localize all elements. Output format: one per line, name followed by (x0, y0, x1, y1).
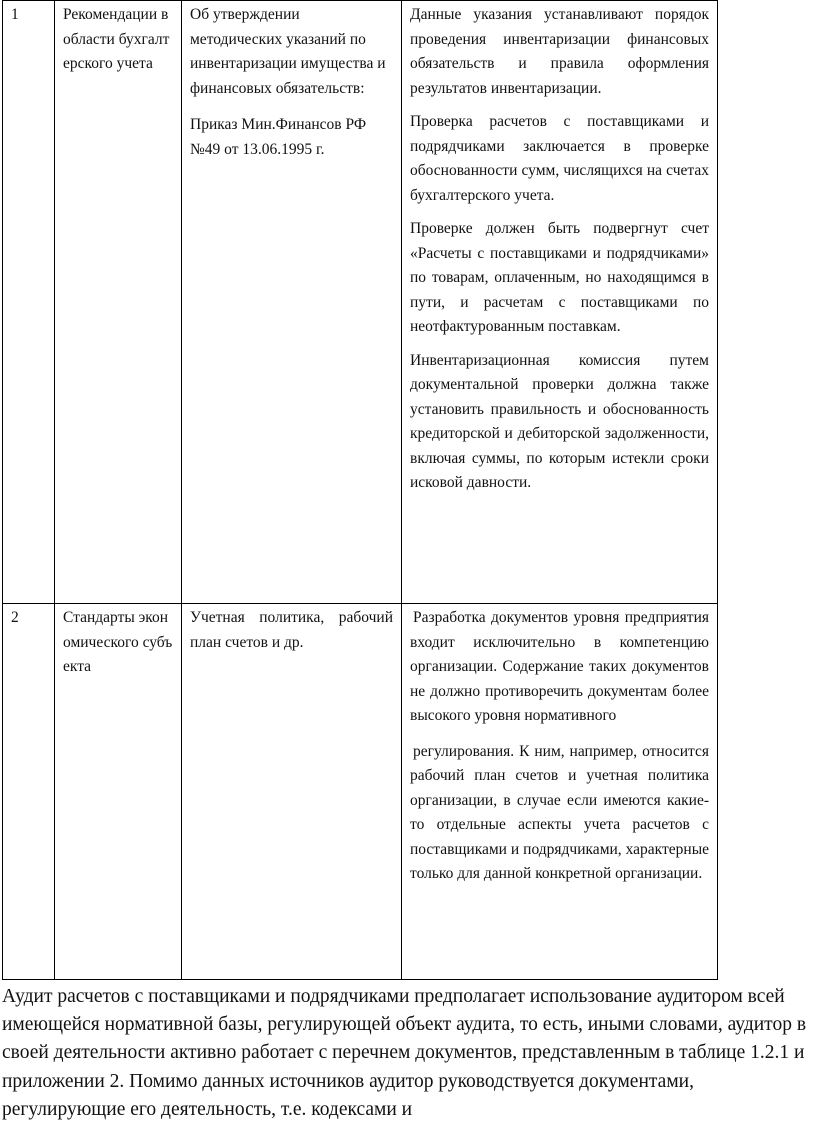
regulatory-documents-table (2, 0, 718, 980)
row-number-cell (3, 604, 55, 980)
description-paragraph: Проверке должен быть подвергнут счет «Расчеты с поставщиками и подрядчиками» по товарам, оплаченным, но находящимся в пути, и расчетам с поставщиками по неотфактурованным поставкам. (410, 220, 709, 335)
table-row (3, 1, 718, 604)
table-row (3, 604, 718, 980)
document-cell (182, 1, 402, 604)
document-title: Об утверждении методических указаний по инвентаризации имущества и финансовых обязательств: (190, 6, 386, 97)
row-number: 1 (11, 6, 19, 23)
category-text: Рекомендации в области бухгалтерского учета (63, 6, 170, 72)
description-cell (402, 1, 718, 604)
description-paragraph: Разработка документов уровня предприятия входит исключительно в компетенцию организации. Содержание таких документов не должно противоречить документам более высокого уровня нормативного (410, 609, 709, 724)
body-paragraph: Аудит расчетов с поставщиками и подрядчиками предполагает использование аудитором всей имеющейся нормативной базы, регулирующей объект аудита, то есть, иными словами, аудитор в своей деятельности активно работает с перечнем документов, представленным в таблице 1.2.1 и приложении 2. Помимо данных источников аудитор руководствуется документами, регулирующие его деятельность, т.е. кодексами и (2, 986, 807, 1120)
row-number-cell (3, 1, 55, 604)
category-cell (55, 604, 182, 980)
document-cell (182, 604, 402, 980)
document-reference: Приказ Мин.Финансов РФ №49 от 13.06.1995 г. (190, 116, 367, 158)
description-paragraph: Инвентаризационная комиссия путем документальной проверки должна также установить правильность и обоснованность кредиторской и дебиторской задолженности, включая суммы, по которым истекли сроки исковой давности. (410, 351, 709, 491)
category-cell (55, 1, 182, 604)
category-text: Стандарты экономического субъекта (63, 609, 173, 675)
description-paragraph: Данные указания устанавливают порядок проведения инвентаризации финансовых обязательств и правила оформления результатов инвентаризации. (410, 6, 709, 97)
description-paragraph: регулирования. К ним, например, относится рабочий план счетов и учетная политика организации, в случае если имеются какие-то отдельные аспекты учета расчетов с поставщиками и подрядчиками, характерные только для данной конкретной организации. (410, 742, 709, 882)
document-title: Учетная политика, рабочий план счетов и др. (190, 609, 393, 651)
description-cell (402, 604, 718, 980)
row-number: 2 (11, 609, 19, 626)
description-paragraph: Проверка расчетов с поставщиками и подрядчиками заключается в проверке обоснованности сумм, числящихся на счетах бухгалтерского учета. (410, 113, 709, 204)
